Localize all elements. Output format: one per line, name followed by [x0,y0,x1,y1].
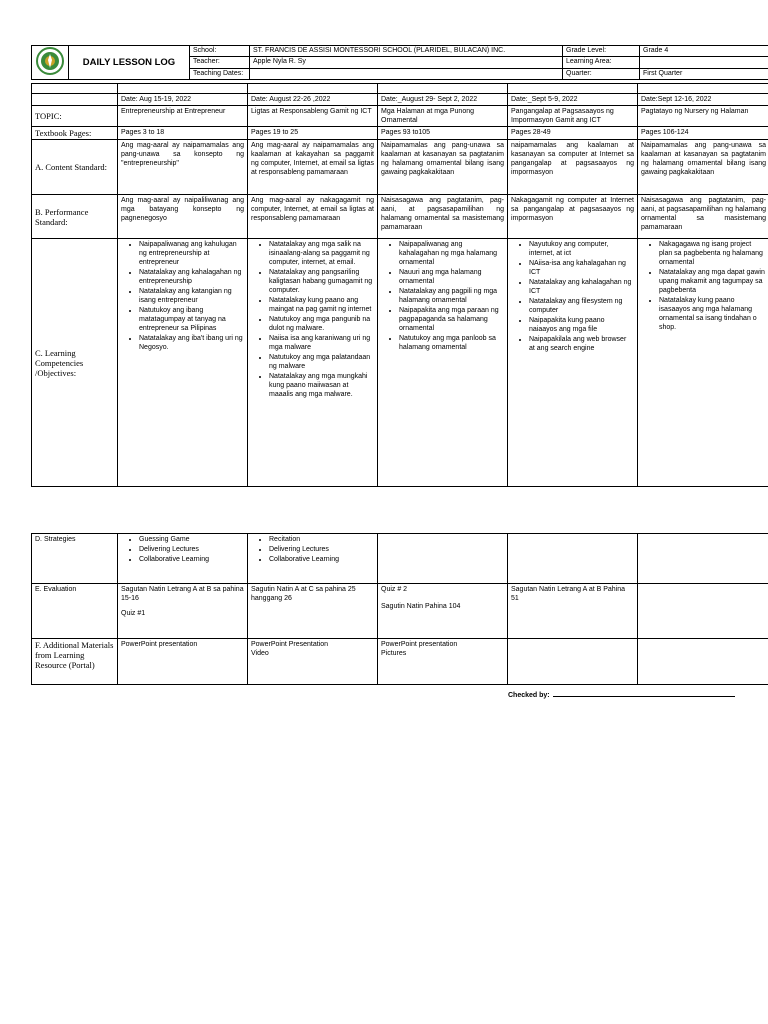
teacher-value: Apple Nyla R. Sy [250,57,563,68]
quarter-value: First Quarter [640,68,768,79]
evaluation-line: Sagutan Natin Letrang A at B Pahina 51 [511,586,626,602]
evaluation-line: Sagutan Natin Letrang A at B sa pahina 15-16 [121,586,244,602]
day-performance: Nakagagamit ng computer at Internet sa pangangalap at pagsasaayos ng impormasyon [508,195,638,239]
performance-standard-row [32,195,768,239]
day-competencies [508,239,638,487]
day-pages: Pages 93 to105 [378,127,508,140]
day-topic: Pagtatayo ng Nursery ng Halaman [638,106,768,127]
list-item: • Natatalakay ang iba't ibang uri ng Negosyo. [139,334,244,352]
day-content: Ang mag-aaral ay naipamamalas ang kaalaman at kakayahan sa paggamit ng computer, Internet, at email sa ligtas at responsableng pamamaraan [248,140,378,195]
materials-line: Pictures [381,650,407,657]
list-item: • Natutukoy ang ibang matatagumpay at tanyag na entrepreneur sa Pilipinas [139,306,244,333]
materials-row [32,639,768,685]
list-item: • Naipapaliwanag ang kahalagahan ng mga halamang ornamental [399,240,504,267]
day-date: Date:_Sept 5-9, 2022 [508,94,638,106]
school-label: School: [190,46,250,57]
list-item: • Guessing Game [139,535,244,544]
list-item: • Natutukoy ang mga palatandaan ng malware [269,353,374,371]
evaluation-line: Sagutin Natin Pahina 104 [381,603,461,610]
list-item: • Natutukoy ang mga panloob sa halamang ornamental [399,334,504,352]
day-competencies [638,239,768,487]
topic-label: TOPIC: [32,106,118,127]
evaluation-row [32,584,768,639]
header-table [31,45,768,80]
day-strategies [378,534,508,584]
grade-value: Grade 4 [640,46,768,57]
list-item: • Collaborative Learning [269,555,374,564]
list-item: • Naipapaliwanag ang kahulugan ng entrepreneurship at entrepreneur [139,240,244,267]
list-item: • Natatalakay ang kahalagahan ng entrepreneurship [139,268,244,286]
day-materials [378,639,508,685]
dates-label: Teaching Dates: [190,68,250,79]
grade-label: Grade Level: [563,46,640,57]
day-performance: Ang mag-aaral ay nakagagamit ng computer, Internet, at email sa ligtas at responsableng pamamaraan [248,195,378,239]
evaluation-line: Quiz #1 [121,610,146,617]
list-item: • Naipapakilala ang web browser at ang search engine [529,335,634,353]
textbook-row [32,127,768,140]
evaluation-label: E. Evaluation [32,584,118,639]
evaluation-line: Quiz # 2 [381,586,408,593]
day-pages: Pages 3 to 18 [118,127,248,140]
quarter-label: Quarter: [563,68,640,79]
checked-by-label: Checked by: [508,692,550,699]
day-content: Naipamamalas ang pang-unawa sa kaalaman at kasanayan sa pagtatanim ng halamang ornamental bilang isang gawaing pagkakakitaan [638,140,768,195]
list-item: • Natatalakay kung paano ang maingat na pag gamit ng internet [269,296,374,314]
area-label: Learning Area: [563,57,640,68]
day-strategies [118,534,248,584]
materials-line: Video [251,650,269,657]
day-date: Date: Aug 15-19, 2022 [118,94,248,106]
list-item: • Natatalakay ang katangian ng isang entrepreneur [139,287,244,305]
list-item: • Natatalakay ang mga mungkahi kung paano maiiwasan at maaalis ang mga malware. [269,372,374,399]
strategies-row [32,534,768,584]
list-item: • Natatalakay ang pagpili ng mga halamang ornamental [399,287,504,305]
content-standard-label: A. Content Standard: [32,140,118,195]
list-item: • Naipapakita ang mga paraan ng pagpapaganda sa halamang ornamental [399,306,504,333]
day-date: Date: August 22-26 ,2022 [248,94,378,106]
strategies-label: D. Strategies [32,534,118,584]
log-title: DAILY LESSON LOG [69,46,190,80]
evaluation-line: Sagutin Natin A at C sa pahina 25 hanggang 26 [251,586,356,602]
day-content: Naipamamalas ang pang-unawa sa kaalaman at kasanayan sa pagtatanim ng halamang ornamental bilang isang gawaing pagkakakitaan [378,140,508,195]
performance-standard-label: B. Performance Standard: [32,195,118,239]
spacer-row [32,84,768,94]
lesson-table-continued [31,533,768,685]
day-competencies [248,239,378,487]
list-item: • NAiisa-isa ang kahalagahan ng ICT [529,259,634,277]
materials-line: PowerPoint Presentation [251,641,329,648]
date-row [32,94,768,106]
list-item: • Nauuri ang mga halamang ornamental [399,268,504,286]
school-seal-icon [35,46,65,76]
list-item: • Nakagagawa ng isang project plan sa pagbebenta ng halamang ornamental [659,240,766,267]
school-value: ST. FRANCIS DE ASSISI MONTESSORI SCHOOL (PLARIDEL, BULACAN) INC. [250,46,563,57]
list-item: • Naipapakita kung paano naiaayos ang mga file [529,316,634,334]
day-pages: Pages 106-124 [638,127,768,140]
day-pages: Pages 28-49 [508,127,638,140]
day-content: naipamamalas ang kaalaman at kasanayan sa computer at Internet sa pangangalap at pagsasaayos ng impormasyon [508,140,638,195]
list-item: • Natatalakay ang pangsariling kaligtasan habang gumagamit ng computer. [269,268,374,295]
list-item: • Delivering Lectures [269,545,374,554]
day-strategies [508,534,638,584]
list-item: • Natatalakay kung paano isasaayos ang mga halamang ornamental sa isang tindahan o shop. [659,296,766,332]
day-competencies [118,239,248,487]
list-item: • Natatalakay ang filesystem ng computer [529,297,634,315]
school-logo-cell [32,46,69,80]
day-evaluation [248,584,378,639]
day-performance: Naisasagawa ang pagtatanim, pag-aani, at pagsasapamilihan ng halamang ornamental sa masistemang pamamaraan [378,195,508,239]
day-content: Ang mag-aaral ay naipamamalas ang pang-unawa sa konsepto ng "entrepreneurship" [118,140,248,195]
day-evaluation [378,584,508,639]
teacher-label: Teacher: [190,57,250,68]
materials-label: F. Additional Materials from Learning Resource (Portal) [32,639,118,685]
day-topic: Ligtas at Responsableng Gamit ng ICT [248,106,378,127]
day-topic: Pangangalap at Pagsasaayos ng Impormasyon Gamit ang ICT [508,106,638,127]
day-date: Date:_August 29- Sept 2, 2022 [378,94,508,106]
day-performance: Ang mag-aaral ay naipaliliwanag ang mga batayang konsepto ng pagnenegosyo [118,195,248,239]
signature-line [553,689,735,697]
materials-line: PowerPoint presentation [381,641,458,648]
competencies-label: C. Learning Competencies /Objectives: [32,239,118,487]
content-standard-row [32,140,768,195]
day-date: Date:Sept 12-16, 2022 [638,94,768,106]
day-materials [508,639,638,685]
day-pages: Pages 19 to 25 [248,127,378,140]
list-item: • Collaborative Learning [139,555,244,564]
day-materials [248,639,378,685]
day-topic: Entrepreneurship at Entrepreneur [118,106,248,127]
dates-value [250,68,563,79]
textbook-label: Textbook Pages: [32,127,118,140]
lesson-table [31,83,768,487]
checked-by [508,689,735,699]
topic-row [32,106,768,127]
day-strategies [248,534,378,584]
day-competencies [378,239,508,487]
day-strategies [638,534,768,584]
day-evaluation [118,584,248,639]
day-materials [118,639,248,685]
competencies-row [32,239,768,487]
list-item: • Natutukoy ang mga pangunib na dulot ng malware. [269,315,374,333]
day-evaluation [508,584,638,639]
materials-line: PowerPoint presentation [121,641,198,648]
list-item: • Naiisa isa ang karaniwang uri ng mga malware [269,334,374,352]
area-value [640,57,768,68]
list-item: • Natatalakay ang mga salik na isinaalang-alang sa paggamit ng computer, internet, at email. [269,240,374,267]
list-item: • Delivering Lectures [139,545,244,554]
day-topic: Mga Halaman at mga Punong Ornamental [378,106,508,127]
day-performance: Naisasagawa ang pagtatanim, pag-aani, at pagsasapamilihan ng halamang ornamental sa masistemang pamamaraan [638,195,768,239]
list-item: • Natatalakay ang mga dapat gawin upang makamit ang tagumpay sa pagbebenta [659,268,766,295]
day-evaluation [638,584,768,639]
list-item: • Nayutukoy ang computer, internet, at ict [529,240,634,258]
list-item: • Recitation [269,535,374,544]
list-item: • Natatalakay ang kahalagahan ng ICT [529,278,634,296]
day-materials [638,639,768,685]
